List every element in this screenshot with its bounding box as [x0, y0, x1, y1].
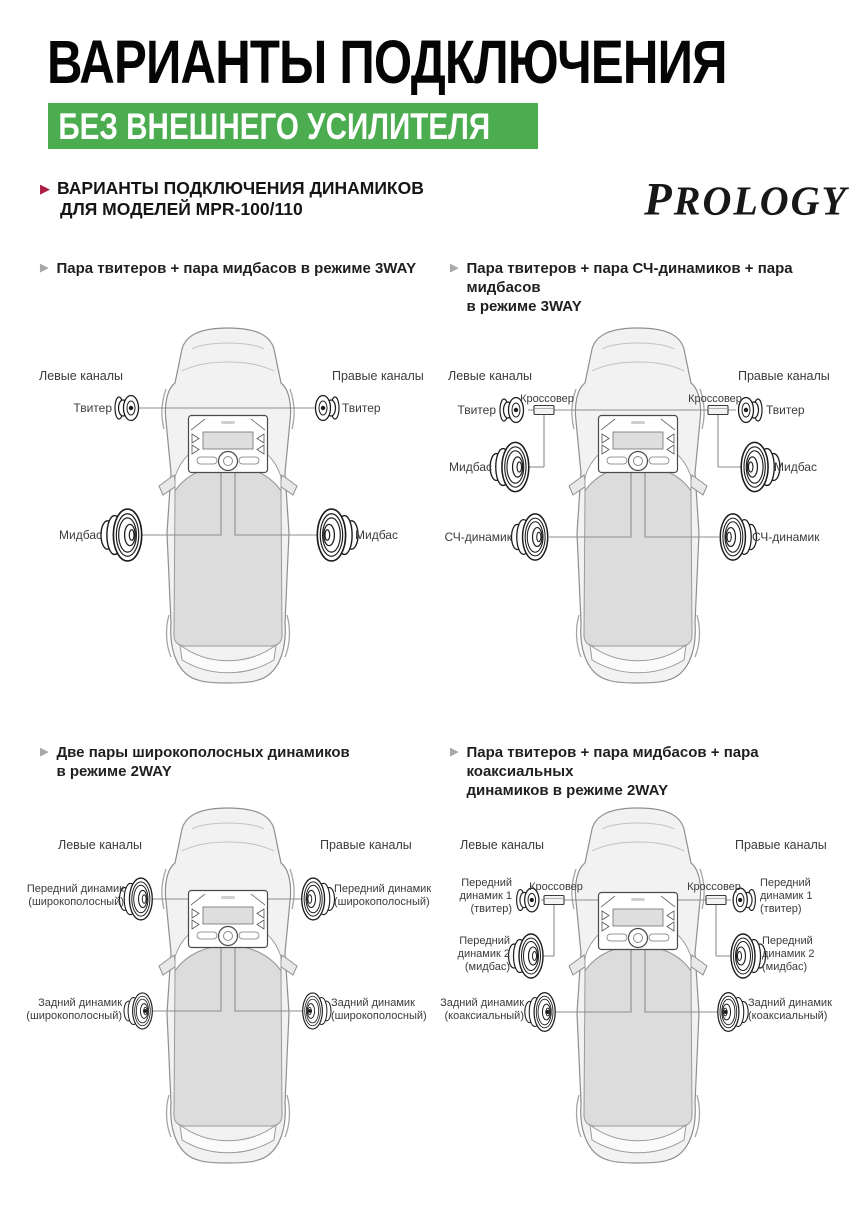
front-speaker-label-left-line1: Передний динамик [26, 883, 124, 895]
crossover-icon-left [544, 896, 564, 905]
front-speaker-label-left-line2: (широкополосный) [28, 896, 124, 908]
crossover-label-left: Кроссовер [529, 881, 583, 893]
crossover-label-right: Кроссовер [687, 881, 741, 893]
diagram3-title-line1: Две пары широкополосных динамиков [56, 744, 350, 761]
midbass-icon-left [490, 442, 529, 491]
midbass-icon-left [509, 934, 544, 978]
brand-logo: PROLOGY [644, 173, 848, 226]
left-channels-label: Левые каналы [448, 369, 533, 383]
front-speaker-label-right-line2: (широкополосный) [334, 896, 430, 908]
section-heading-line1: ВАРИАНТЫ ПОДКЛЮЧЕНИЯ ДИНАМИКОВ [57, 178, 424, 198]
right-channels-label: Правые каналы [738, 369, 830, 383]
diagram-tweeters-midbass-3way [38, 318, 448, 718]
subtitle-banner [48, 103, 538, 149]
head-unit [599, 416, 678, 473]
car-top-view [159, 328, 297, 683]
tweeter-icon-right [739, 398, 763, 423]
tweeter-icon-right [316, 396, 340, 421]
midbass-icon-left [101, 509, 142, 561]
car-top-view [569, 808, 707, 1163]
front2-label-right-line1: Передний [762, 935, 813, 947]
diagram2-heading [450, 259, 868, 316]
coax-icon-right [718, 993, 748, 1032]
rear-speaker-icon-left [124, 993, 152, 1029]
arrow-bullet-icon: ▶ [450, 746, 459, 758]
right-channels-label: Правые каналы [320, 838, 412, 852]
rear-speaker-label-left-line2: (широкополосный) [26, 1010, 122, 1022]
diagram2-title-line2: в режиме 3WAY [466, 298, 582, 315]
tweeter-label-right: Твитер [342, 401, 381, 415]
midbass-icon-right [317, 509, 358, 561]
tweeter-icon-left [115, 396, 139, 421]
diagram3-title-line2: в режиме 2WAY [56, 763, 172, 780]
tweeter-label-right: Твитер [766, 403, 805, 417]
front1-label-left-line3: (твитер) [470, 903, 512, 915]
front-speaker-label-right-line1: Передний динамик [334, 883, 432, 895]
diagram-tweeters-midbass-coax-2way [440, 798, 858, 1198]
section-heading-line2: ДЛЯ МОДЕЛЕЙ MPR-100/110 [60, 199, 303, 219]
diagram4-title-line2: динамиков в режиме 2WAY [466, 782, 669, 799]
midbass-label-left: Мидбас [449, 460, 492, 474]
front1-label-right-line2: динамик 1 [760, 890, 813, 902]
rear-label-right-line2: (коаксиальный) [748, 1010, 828, 1022]
midrange-label-right: СЧ-динамик [752, 530, 820, 544]
left-channels-label: Левые каналы [58, 838, 143, 852]
diagram-fullrange-2way [26, 798, 448, 1198]
arrow-bullet-icon: ▶ [450, 262, 459, 274]
midrange-label-left: СЧ-динамик [444, 530, 512, 544]
left-channels-label: Левые каналы [39, 369, 124, 383]
front2-label-right-line3: (мидбас) [762, 961, 808, 973]
rear-label-right-line1: Задний динамик [748, 997, 832, 1009]
car-top-view [159, 808, 297, 1163]
midrange-icon-left [512, 514, 548, 560]
diagram4-heading [450, 743, 868, 800]
diagram2-title-line1: Пара твитеров + пара СЧ-динамиков + пара мидбасов [466, 260, 793, 296]
front2-label-left-line3: (мидбас) [464, 961, 510, 973]
midbass-label-right: Мидбас [355, 528, 398, 542]
front2-label-right-line2: динамик 2 [762, 948, 815, 960]
rear-speaker-icon-right [303, 993, 331, 1029]
page-title: ВАРИАНТЫ ПОДКЛЮЧЕНИЯ [47, 27, 727, 97]
crossover-label-right: Кроссовер [688, 393, 742, 405]
front2-label-left-line1: Передний [459, 935, 510, 947]
car-top-view [569, 328, 707, 683]
right-channels-label: Правые каналы [735, 838, 827, 852]
front2-label-left-line2: динамик 2 [457, 948, 510, 960]
section-heading [40, 178, 424, 220]
rear-speaker-label-right-line2: (широкополосный) [331, 1010, 427, 1022]
rear-label-left-line1: Задний динамик [440, 997, 524, 1009]
left-channels-label: Левые каналы [460, 838, 545, 852]
crossover-icon-right [706, 896, 726, 905]
diagram1-heading [40, 259, 416, 278]
tweeter-label-left: Твитер [457, 403, 496, 417]
crossover-label-left: Кроссовер [520, 393, 574, 405]
coax-icon-left [525, 993, 555, 1032]
diagram-tweeters-mids-midbass-3way [444, 318, 858, 718]
front-speaker-icon-right [302, 878, 335, 920]
arrow-bullet-icon: ▶ [40, 262, 49, 274]
head-unit [189, 416, 268, 473]
diagram3-heading [40, 743, 350, 781]
midbass-icon-right [731, 934, 766, 978]
front1-label-right-line3: (твитер) [760, 903, 802, 915]
rear-speaker-label-right-line1: Задний динамик [331, 997, 415, 1009]
front1-label-right-line1: Передний [760, 877, 811, 889]
midbass-label-left: Мидбас [59, 528, 102, 542]
tweeter-label-left: Твитер [73, 401, 112, 415]
head-unit [599, 893, 678, 950]
midbass-label-right: Мидбас [774, 460, 817, 474]
rear-speaker-label-left-line1: Задний динамик [38, 997, 122, 1009]
head-unit [189, 891, 268, 948]
rear-label-left-line2: (коаксиальный) [444, 1010, 524, 1022]
front1-label-left-line1: Передний [461, 877, 512, 889]
crossover-icon-left [534, 406, 554, 415]
front-speaker-icon-left [119, 878, 152, 920]
diagram1-title: Пара твитеров + пара мидбасов в режиме 3WAY [56, 260, 417, 277]
crossover-icon-right [708, 406, 728, 415]
right-channels-label: Правые каналы [332, 369, 424, 383]
section-bullet-icon: ▶ [40, 181, 50, 196]
front1-label-left-line2: динамик 1 [459, 890, 512, 902]
subtitle-banner-text: БЕЗ ВНЕШНЕГО УСИЛИТЕЛЯ [58, 105, 491, 147]
diagram4-title-line1: Пара твитеров + пара мидбасов + пара коаксиальных [466, 744, 759, 780]
arrow-bullet-icon: ▶ [40, 746, 49, 758]
